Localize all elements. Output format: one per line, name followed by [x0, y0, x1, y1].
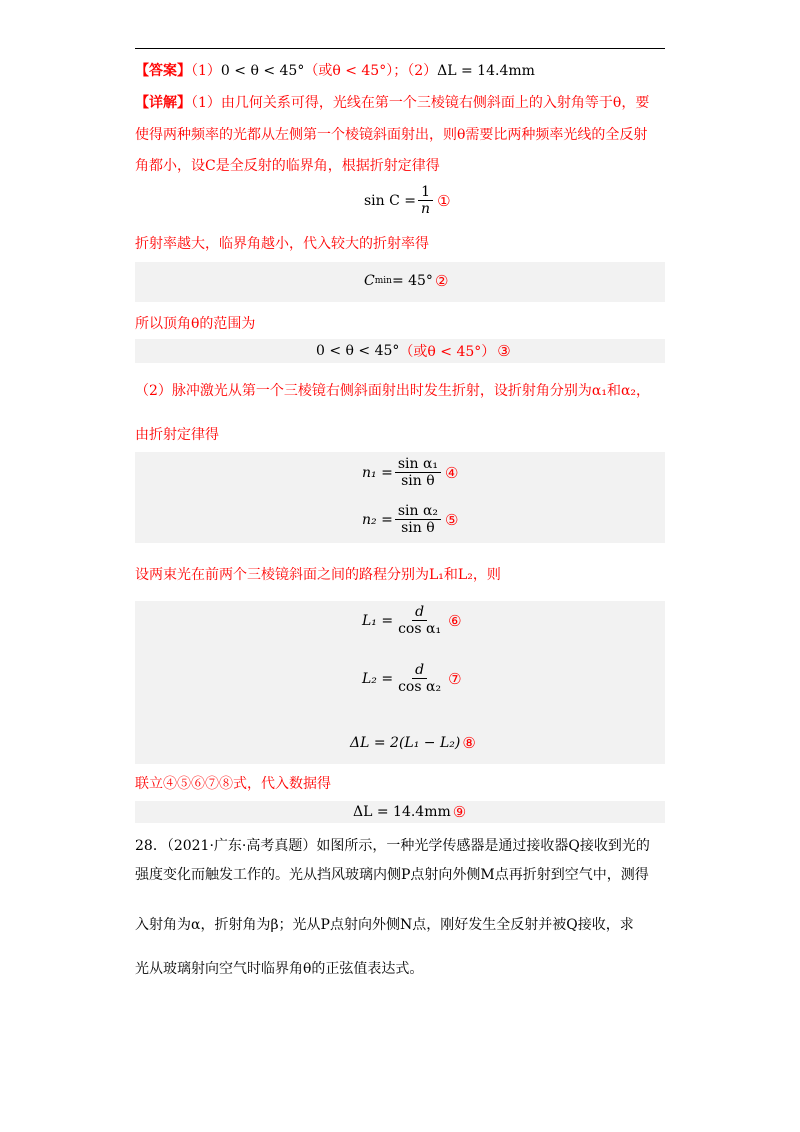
equation-2: [364, 272, 448, 290]
explain-p1-line1: （1）由几何关系可得，光线在第一个三棱镜右侧斜面上的入射角等于θ，要: [191, 95, 650, 111]
eq1-lhs: sin C =: [364, 192, 417, 209]
eq6-lhs: L₁ =: [362, 612, 394, 629]
explain-p2: 折射率越大，临界角越小，代入较大的折射率得: [135, 236, 429, 252]
question-line-3: 入射角为α，折射角为β；光从P点射向外侧N点，刚好发生全反射并被Q接收，求: [135, 917, 634, 933]
eq8-mark: ⑧: [462, 734, 476, 752]
eq5-lhs: n₂ =: [362, 511, 393, 528]
answer-part1-expr: 0 < θ < 45°: [220, 63, 305, 79]
eq4-numerator: sin α₁: [395, 456, 441, 473]
eq7-fraction: [395, 662, 444, 695]
eq4-mark: ④: [445, 463, 459, 482]
eq3-alt: （或θ < 45°）: [399, 344, 496, 360]
question-line-4: 光从玻璃射向空气时临界角θ的正弦值表达式。: [135, 961, 424, 977]
eq4-denominator: sin θ: [401, 473, 435, 489]
equation-5: [362, 503, 458, 536]
equation-8: [350, 734, 476, 752]
eq6-numerator: d: [412, 604, 427, 621]
answer-line: [135, 61, 535, 81]
eq1-denominator: n: [421, 201, 431, 217]
eq2-mark: ②: [434, 272, 449, 290]
eq5-numerator: sin α₂: [395, 503, 441, 520]
eq7-numerator: d: [412, 662, 427, 679]
answer-sep: ；: [393, 63, 408, 79]
eq6-fraction: [395, 604, 444, 637]
explain-p1-line2: 使得两种频率的光都从左侧第一个棱镜斜面射出，则θ需要比两种频率光线的全反射: [135, 127, 648, 143]
eq5-mark: ⑤: [445, 510, 459, 529]
eq4-fraction: [395, 456, 441, 489]
explain-p1-line3: 角都小，设C是全反射的临界角，根据折射定律得: [135, 158, 440, 174]
eq5-fraction: [395, 503, 441, 536]
explain-p4-line1: （2）脉冲激光从第一个三棱镜右侧斜面射出时发生折射，设折射角分别为α₁和α₂，: [135, 383, 651, 399]
eq7-mark: ⑦: [448, 669, 462, 688]
eq1-mark: ①: [437, 191, 451, 210]
eq1-fraction: [418, 184, 433, 217]
explain-p6: 联立④⑤⑥⑦⑧式，代入数据得: [135, 776, 331, 792]
equation-6: [362, 604, 462, 637]
equation-3: [316, 341, 511, 361]
eq7-denominator: cos α₂: [398, 679, 442, 695]
question-line-2: 强度变化而触发工作的。光从挡风玻璃内侧P点射向外侧M点再折射到空气中，测得: [135, 867, 649, 883]
answer-part2-label: （2）: [407, 63, 438, 79]
eq2-rhs: = 45°: [391, 273, 433, 289]
eq5-denominator: sin θ: [401, 520, 435, 536]
eq2-sub: min: [374, 276, 392, 286]
equation-7: [362, 662, 462, 695]
top-rule: [135, 48, 665, 49]
equation-1: [364, 184, 451, 217]
eq8-expr: ΔL = 2(L₁ − L₂): [350, 735, 461, 751]
answer-part1-alt: （或θ < 45°）: [304, 63, 394, 79]
eq9-expr: ΔL = 14.4mm: [353, 804, 451, 820]
equation-9: [353, 803, 466, 821]
eq1-numerator: 1: [418, 184, 433, 201]
eq3-expr: 0 < θ < 45°: [316, 343, 400, 359]
eq4-lhs: n₁ =: [362, 464, 393, 481]
eq3-mark: ③: [497, 342, 511, 360]
answer-tag: 【答案】: [135, 63, 191, 79]
eq6-mark: ⑥: [448, 611, 462, 630]
explain-line-1: [135, 93, 649, 113]
equation-4: [362, 456, 458, 489]
answer-part2-expr: ΔL = 14.4mm: [437, 63, 535, 79]
explain-p3: 所以顶角θ的范围为: [135, 316, 256, 332]
eq2-lhs: C: [364, 273, 375, 289]
eq9-mark: ⑨: [452, 803, 467, 821]
eq7-lhs: L₂ =: [362, 670, 394, 687]
explain-tag: 【详解】: [135, 95, 191, 111]
explain-p5: 设两束光在前两个三棱镜斜面之间的路程分别为L₁和L₂，则: [135, 567, 501, 583]
eq6-denominator: cos α₁: [398, 621, 442, 637]
explain-p4-line2: 由折射定律得: [135, 427, 219, 443]
question-line-1: 28．（2021·广东·高考真题）如图所示，一种光学传感器是通过接收器Q接收到光的: [135, 838, 650, 854]
answer-part1-label: （1）: [191, 63, 221, 79]
